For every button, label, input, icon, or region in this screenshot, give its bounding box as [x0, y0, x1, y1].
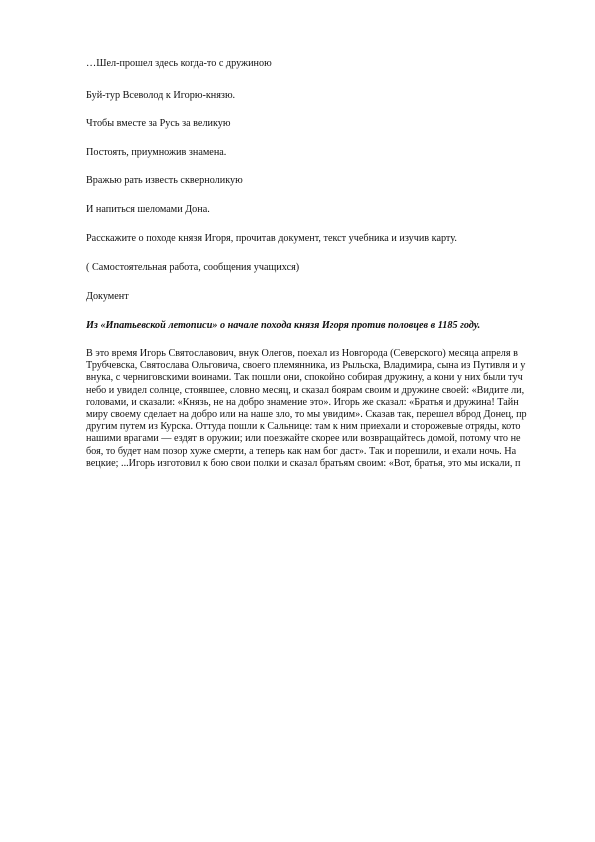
- work-note: ( Самостоятельная работа, сообщения учащихся): [86, 262, 300, 273]
- document-heading: Документ: [86, 291, 129, 302]
- poem-line-2: Буй-тур Всеволод к Игорю-князю.: [86, 90, 236, 101]
- task-instruction: Расскажите о походе князя Игоря, прочитав документ, текст учебника и изучив карту.: [86, 233, 457, 244]
- document-line: Трубчевска, Святослава Ольговича, своего племянника, из Рыльска, Владимира, сына из Путивля и у: [86, 360, 526, 372]
- document-text: [86, 348, 595, 470]
- document-line: вецкие; ...Игорь изготовил к бою свои полки и сказал братьям своим: «Вот, братья, это мы искали, п: [86, 457, 521, 469]
- document-line: В это время Игорь Святославович, внук Олегов, поехал из Новгорода (Северского) месяца апреля в: [86, 348, 518, 359]
- poem-line-3: Чтобы вместе за Русь за великую: [86, 118, 231, 129]
- document-line: головами, и сказали: «Князь, не на добро знамение это». Игорь же сказал: «Братья и дружина! Тайн: [86, 396, 519, 408]
- poem-line-1: …Шел-прошел здесь когда-то с дружиною: [86, 58, 272, 69]
- document-caption: Из «Ипатьевской летописи» о начале похода князя Игоря против половцев в 1185 году.: [86, 320, 481, 331]
- document-line: боя, то будет нам позор хуже смерти, а теперь как нам бог даст». Так и порешили, и ехали ночь. На: [86, 445, 517, 457]
- document-line: миру своему сделает на добро или на наше зло, то мы увидим». Сказав так, перешел вброд Донец, пр: [86, 409, 527, 421]
- poem-line-5: Вражью рать известь скверноликую: [86, 175, 243, 186]
- poem-line-4: Постоять, приумножив знамена.: [86, 147, 227, 158]
- document-line: внука, с черниговскими воинами. Так пошли они, спокойно собирая дружину, а кони у них были туч: [86, 372, 523, 384]
- document-line: нашими врагами — ездят в оружии; или поезжайте скорее или возвращайтесь домой, потому что не: [86, 433, 521, 445]
- poem-line-6: И напиться шеломами Дона.: [86, 204, 210, 215]
- document-line: небо и увидел солнце, стоявшее, словно месяц, и сказал боярам своим и дружине своей: «Видите ли,: [86, 384, 525, 396]
- document-line: другим путем из Курска. Оттуда пошли к Сальнице: там к ним приехали и сторожевые отряды, кото: [86, 421, 521, 433]
